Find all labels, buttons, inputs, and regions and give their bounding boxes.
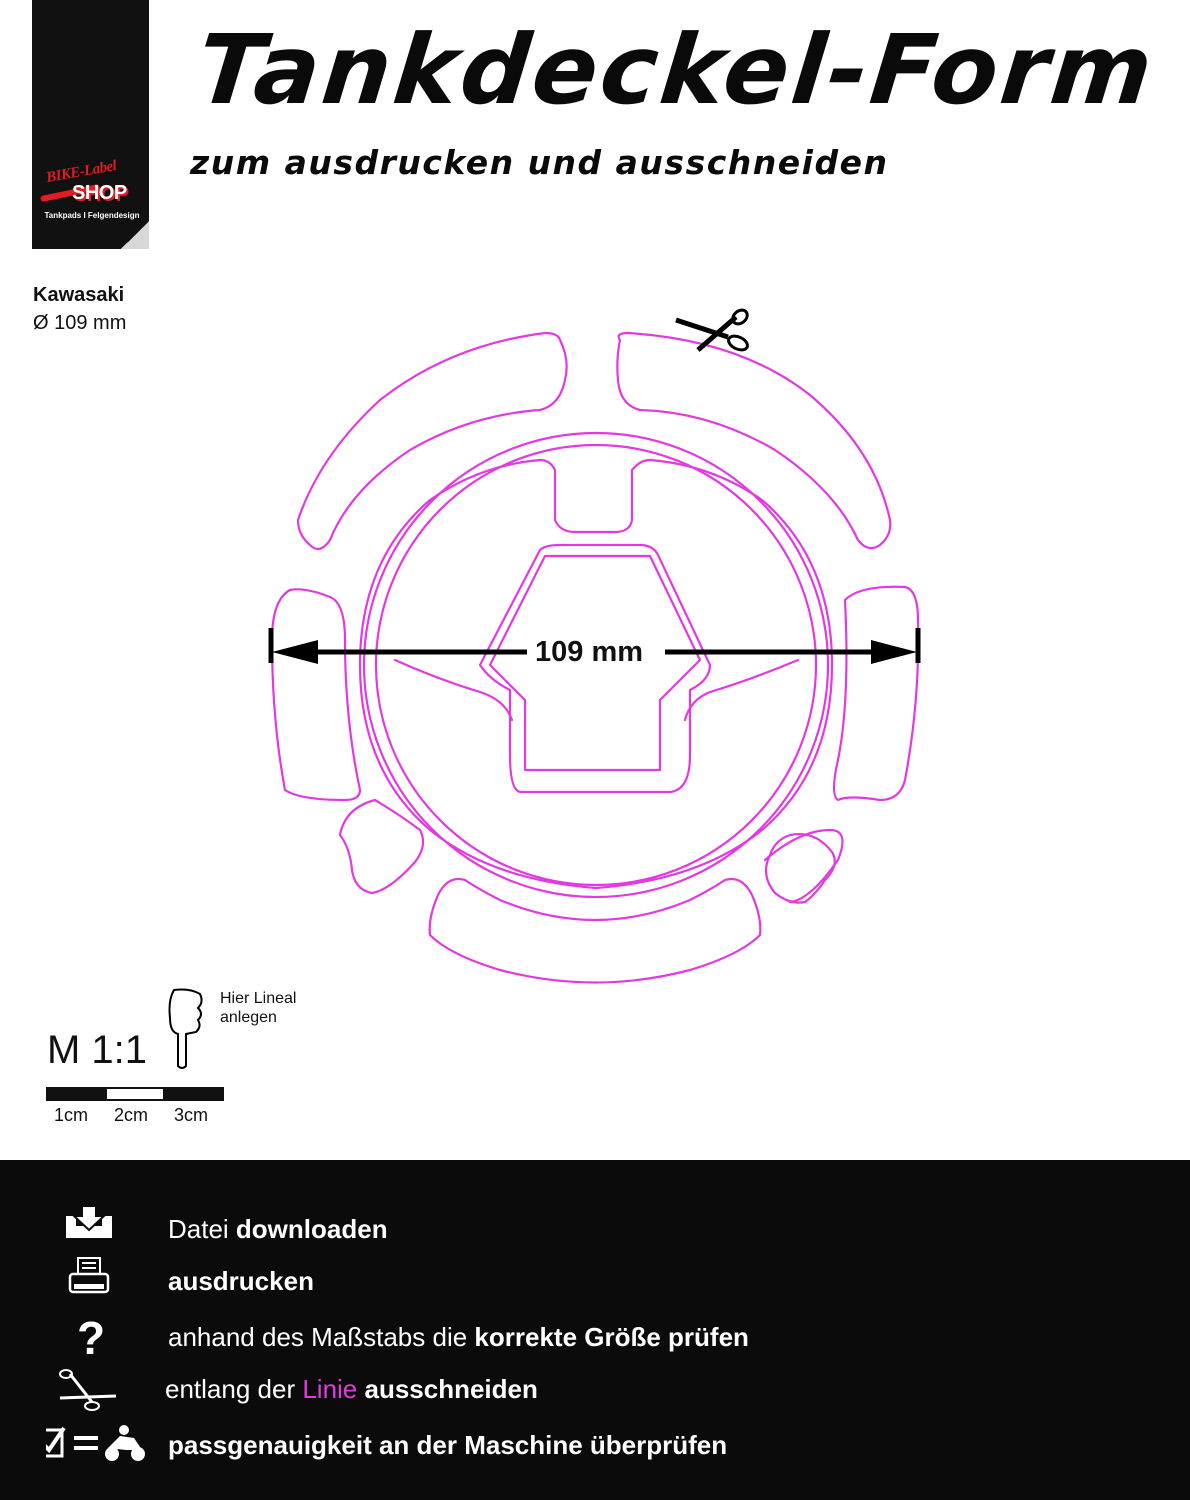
step-row bbox=[0, 1362, 1190, 1414]
cut-segment-lower-left bbox=[340, 800, 423, 893]
cut-segment-left bbox=[272, 589, 360, 800]
logo-word-bike: BIKE-Label bbox=[45, 157, 118, 187]
check-equals-motorcycle-icon bbox=[46, 1418, 156, 1470]
ruler-hint bbox=[220, 989, 296, 1027]
question-icon bbox=[46, 1310, 156, 1362]
step-text: passgenauigkeit an der Maschine überprüfen bbox=[168, 1430, 728, 1460]
scale-bar-segment bbox=[105, 1087, 164, 1101]
download-icon bbox=[46, 1202, 156, 1254]
cut-segment-lower-right bbox=[766, 834, 835, 903]
instructions-panel bbox=[0, 1160, 1190, 1500]
dimension-arrow-left bbox=[272, 640, 318, 664]
diameter-value: Ø 109 mm bbox=[33, 312, 127, 334]
page-subtitle: zum ausdrucken und ausschneiden bbox=[190, 143, 889, 182]
scissors-icon bbox=[46, 1362, 156, 1414]
scale-bar bbox=[46, 1087, 224, 1101]
scale-bar-segment bbox=[46, 1087, 105, 1101]
logo-tagline: Tankpads I Felgendesign bbox=[44, 211, 140, 220]
scale-tick: 1cm bbox=[54, 1105, 89, 1125]
step-row bbox=[0, 1418, 1190, 1470]
step-row bbox=[0, 1310, 1190, 1362]
scale-tick: 2cm bbox=[114, 1105, 149, 1125]
scale-bar-segment bbox=[165, 1087, 224, 1101]
scale-tick: 3cm bbox=[174, 1105, 209, 1125]
brand-name: Kawasaki bbox=[33, 284, 125, 306]
dimension-arrow-right bbox=[871, 640, 917, 664]
logo-word-shop: SHOP bbox=[72, 182, 127, 204]
step-text: entlang der Linie ausschneiden bbox=[165, 1374, 538, 1404]
step-row bbox=[0, 1202, 1190, 1254]
dimension-label: 109 mm bbox=[527, 634, 651, 670]
cut-segment-lower-right-arc bbox=[765, 830, 843, 902]
scale-label: M 1:1 bbox=[47, 1028, 148, 1072]
cut-segment-right bbox=[834, 587, 918, 800]
ruler-hint-line1: Hier Lineal bbox=[220, 990, 297, 1007]
step-text: anhand des Maßstabs die korrekte Größe prüfen bbox=[168, 1322, 749, 1352]
ruler-hint-line2: anlegen bbox=[220, 1009, 277, 1026]
step-text: Datei downloaden bbox=[168, 1214, 388, 1244]
printer-icon bbox=[46, 1254, 156, 1306]
page-title: Tankdeckel-Form bbox=[192, 14, 1161, 126]
step-text: ausdrucken bbox=[168, 1266, 314, 1296]
step-row bbox=[0, 1254, 1190, 1306]
pointing-hand-icon bbox=[170, 990, 202, 1069]
svg-text:?: ? bbox=[77, 1312, 106, 1362]
cut-segment-bottom bbox=[430, 879, 761, 983]
